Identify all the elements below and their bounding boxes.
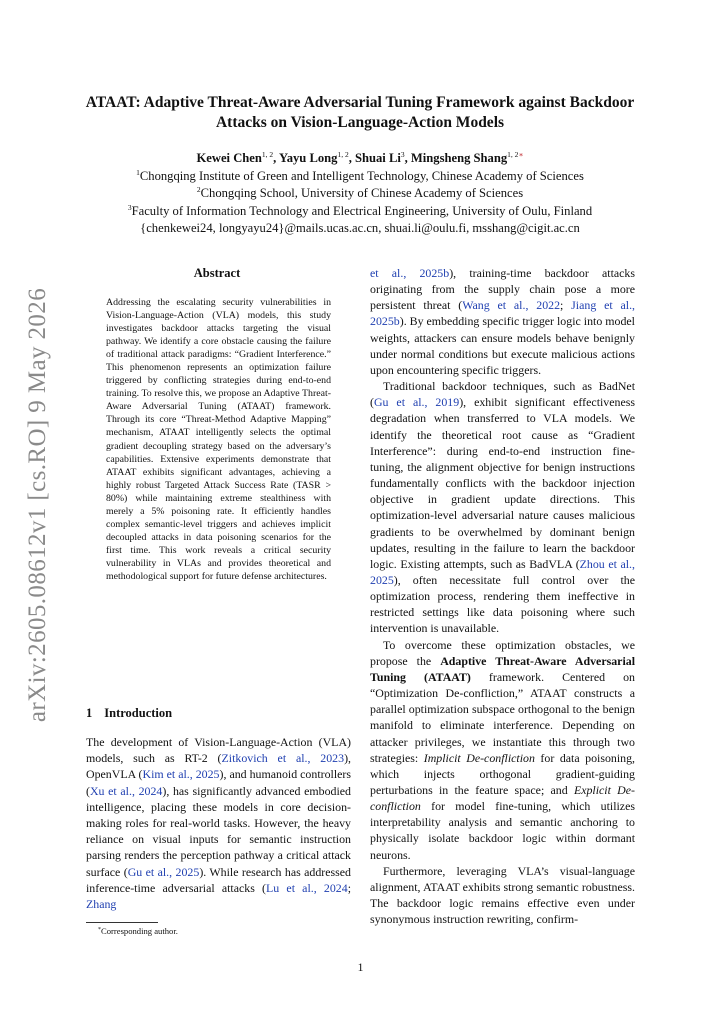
citation-link[interactable]: Lu et al., 2024 [266,880,348,895]
abstract-heading: Abstract [193,266,241,280]
affiliation-text: Chongqing Institute of Green and Intelligent Technology, Chinese Academy of Sciences [139,168,584,183]
author-names: Kewei Chen$^{1, 2}$, Yayu Long$^{1, 2}$, Shuai Li$^3$, Mingsheng Shang$^{1, 2∗}$ [196,150,524,165]
section-number: 1 [86,706,93,720]
footnote [98,926,178,937]
affiliation-text: Chongqing School, University of Chinese Academy of Sciences [200,186,524,200]
affiliation-number: 3 [127,202,132,212]
author-affiliation-mark: 1, 2 [337,150,349,159]
bold-term: Adaptive Threat-Aware Adversarial Tuning (ATAAT) [370,653,635,684]
italic-term: Explicit De-confliction [370,783,635,814]
email-list: {chenkewei24, longyayu24}@mails.ucas.ac.cn, shuai.li@oulu.fi, msshang@cigit.ac.cn [140,221,580,235]
paragraph: Traditional backdoor techniques, such as BadNet (Gu et al., 2019), exhibit significant effectiveness degradation when transferred to VLA models. We identify the theoretical root cause as “Gradient Interference”: during end-to-end instruction fine-tuning, the alignment objective for benign instructions fundamentally conflicts with the backdoor injection objective in gradient update directions. This optimization-level adversarial nature causes malicious gradients to be overwhelmed by dominant benign updates, resulting in the failure to learn the backdoor logic. Existing attempts, such as BadVLA (Zhou et al., 2025), often necessitate full control over the optimization process, rendering them ineffective in restricted settings like data poisoning where such intervention is unavailable. [370,379,635,636]
author-affiliation-mark: 1, 2 [507,150,519,159]
arxiv-stamp: arXiv:2605.08612v1 [cs.RO] 9 May 2026 [24,287,51,723]
page-number: 1 [357,960,364,974]
paragraph: Furthermore, leveraging VLA’s visual-language alignment, ATAAT exhibits strong semantic robustness. The backdoor logic remains effective even under synonymous instruction rewriting, confirm- [370,863,635,927]
citation-link[interactable]: Zhang [86,897,117,912]
introduction-right-column [370,265,635,927]
paragraph: To overcome these optimization obstacles, we propose the Adaptive Threat-Aware Adversarial Tuning (ATAAT) framework. Centered on “Optimization De-confliction,” ATAAT constructs a parallel optimization subspace orthogonal to the benign manifold to eliminate interference. Depending on attacker privileges, we instantiate this through two strategies: Implicit De-confliction for data poisoning, which injects orthogonal gradient-guiding perturbations in the feature space; and Explicit De-confliction for model fine-tuning, which utilizes interpretability analysis and semantic anchoring to physically isolate backdoor logic within dormant neurons. [370,637,636,862]
footnote-mark: * [98,927,101,933]
italic-term: Implicit De-confliction [423,750,535,765]
section-heading-introduction [86,706,172,721]
citation-link[interactable]: Zitkovich et al., 2023 [221,751,345,766]
footnote-divider [86,922,158,923]
author-affiliation-mark: 3 [400,150,405,159]
author-name: Yayu Long [279,151,338,165]
abstract-body: Addressing the escalating security vulnerabilities in Vision-Language-Action (VLA) models, this study investigates backdoor attacks targeting the visual pathway. We identify a core obstacle causing the failure of traditional attack paradigms: “Gradient Interference.” This phenomenon represents an optimization failure triggered by conflicting strategies during end-to-end training. To resolve this, we propose an Adaptive Threat-Aware Adversarial Tuning (ATAAT) framework. Through its core “Threat-Method Adaptive Mapping” mechanism, ATAAT intelligently selects the optimal gradient decoupling strategy based on the adversary’s capabilities. Extensive experiments demonstrate that ATAAT exhibits significant advantages, achieving a highly robust Targeted Attack Success Rate (TASR > 80%) while maintaining extreme stealthiness with merely a 5% poisoning rate. It efficiently handles complex semantic-level triggers and achieves implicit decoupled attacks in data poisoning scenarios for the first time. This work reveals a critical security vulnerability in VLAs and provides theoretical and methodological support for future defense architectures. [106,297,331,582]
author-name: Kewei Chen [196,151,262,165]
corresponding-author-mark: ∗ [518,150,524,159]
author-name: Mingsheng Shang [410,151,508,165]
footnote-text: Corresponding author. [101,926,178,936]
citation-link[interactable]: Zhou et al., 2025 [370,556,635,587]
author-name: Shuai Li [355,151,401,165]
affiliation-number: 1 [136,167,140,177]
affiliation-number: 2 [196,185,201,194]
author-block [40,150,680,238]
section-title: Introduction [104,706,173,720]
paper-title: ATAAT: Adaptive Threat-Aware Adversarial Tuning Framework against Backdoor Attacks on Vision-Language-Action Models [85,94,635,131]
citation-link[interactable]: Gu et al., 2019 [373,395,460,410]
citation-link[interactable]: Xu et al., 2024 [89,783,163,798]
affiliation-line [40,203,680,221]
author-affiliation-mark: 1, 2 [261,150,274,159]
citation-link[interactable]: Wang et al., 2022 [462,298,561,313]
affiliation-list [40,168,680,221]
introduction-left-column: The development of Vision-Language-Action (VLA) models, such as RT-2 (Zitkovich et al., 2023), OpenVLA (Kim et al., 2025), and humanoid controllers (Xu et al., 2024), has significantly advanced embodied intelligence, placing these models in core decision-making roles for real-world tasks. However, the heavy reliance on visual inputs for semantic instruction parsing renders the perception pathway a critical attack surface (Gu et al., 2025). While research has addressed inference-time adversarial attacks (Lu et al., 2024; Zhang [86,735,352,912]
citation-link[interactable]: Jiang et al., 2025b [370,298,636,329]
affiliation-line [40,185,680,203]
affiliation-text: Faculty of Information Technology and Electrical Engineering, University of Oulu, Finland [131,203,593,218]
affiliation-line [40,168,680,186]
citation-link[interactable]: et al., 2025b [370,266,450,280]
paragraph: et al., 2025b), training-time backdoor attacks originating from the supply chain pose a more persistent threat (Wang et al., 2022; Jiang et al., 2025b). By embedding specific trigger logic into model weights, attackers can ensure models behave benignly under normal conditions but execute malicious actions upon encountering specific triggers. [370,266,636,377]
citation-link[interactable]: Gu et al., 2025 [127,864,200,879]
citation-link[interactable]: Kim et al., 2025 [142,767,220,782]
